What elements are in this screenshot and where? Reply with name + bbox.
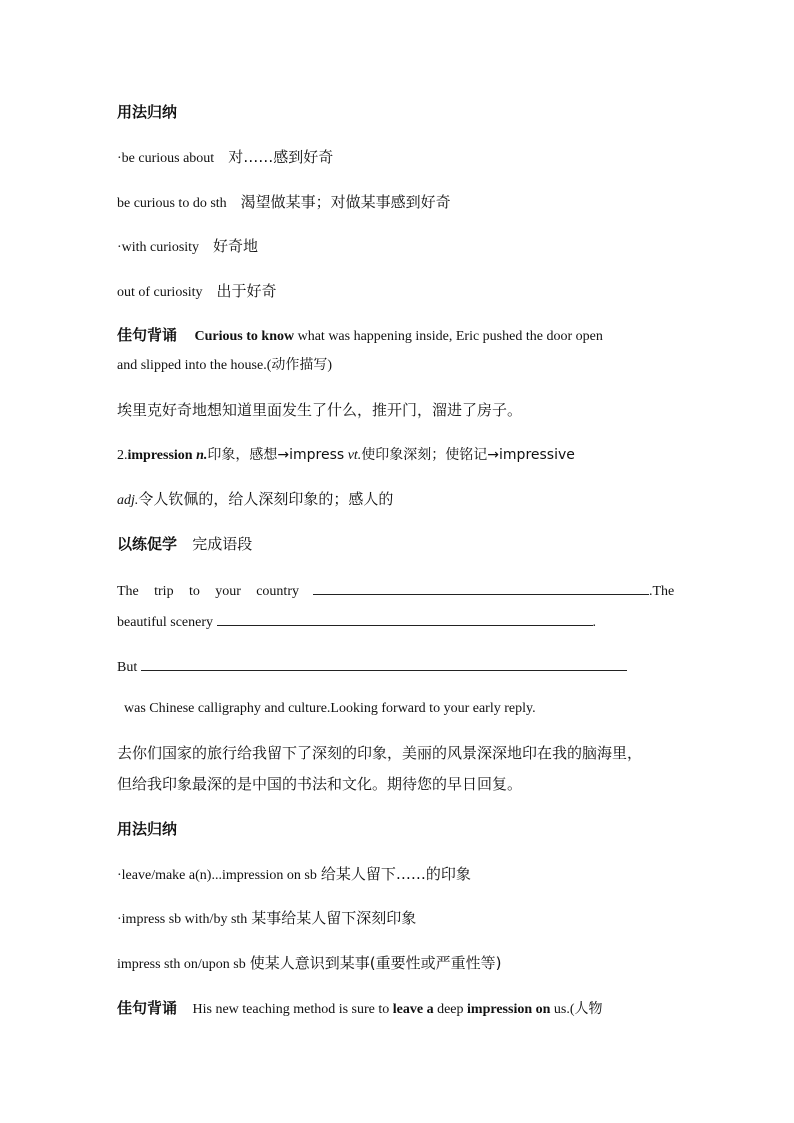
vocab-entry-line2: [117, 490, 393, 510]
usage-zh: 出于好奇: [216, 282, 277, 300]
example-rest: what was happening inside, Eric pushed the door open: [297, 329, 603, 344]
exercise-title: 完成语段: [192, 535, 253, 553]
word: to: [188, 584, 200, 599]
exercise-translation-2: 但给我印象最深的是中国的书法和文化。期待您的早日回复。: [117, 775, 523, 793]
example-pre: His new teaching method is sure to: [192, 1002, 390, 1017]
usage-zh: 使某人意识到某事(重要性或严重性等): [249, 954, 502, 972]
example-bold-phrase: Curious to know: [194, 329, 295, 344]
usage-en: impress sth on/upon sb: [117, 957, 246, 972]
usage-zh: 渴望做某事；对做某事感到好奇: [240, 193, 451, 211]
example-sentence-2: [117, 999, 603, 1019]
usage-line: [117, 954, 501, 974]
exercise-line-2: [117, 611, 596, 632]
entry-number: 2.: [117, 448, 128, 463]
entry-word: impression: [127, 448, 193, 463]
example-bold-2: impression on: [467, 1002, 551, 1017]
usage-zh: 给某人留下……的印象: [320, 865, 471, 883]
usage-en: ·be curious about: [117, 151, 215, 166]
exercise-words: [117, 583, 299, 601]
example-sentence: [117, 326, 603, 346]
entry-pos: n.: [196, 448, 208, 463]
example-label: 佳句背诵: [117, 999, 178, 1017]
answer-blank-1[interactable]: [313, 580, 649, 595]
example-sentence-line2: and slipped into the house.(动作描写): [117, 358, 333, 373]
translation: 埃里克好奇地想知道里面发生了什么，推开门，溜进了房子。: [117, 401, 523, 419]
example-mid: deep: [437, 1002, 464, 1017]
exercise-line-4: was Chinese calligraphy and culture.Looking forward to your early reply.: [124, 701, 536, 716]
section-heading-usage-2: 用法归纳: [117, 820, 178, 838]
usage-line: [117, 148, 333, 168]
word: trip: [154, 584, 174, 599]
word: country: [256, 584, 299, 599]
exercise-line2-end: .: [592, 615, 597, 630]
exercise-heading: [117, 535, 252, 553]
usage-en: ·impress sb with/by sth: [117, 912, 248, 927]
usage-line: [117, 193, 451, 213]
entry-meaning: 印象，感想→impress: [207, 447, 345, 463]
exercise-line-3: [117, 656, 627, 677]
usage-en: ·with curiosity: [117, 240, 200, 255]
usage-line: [117, 282, 277, 302]
exercise-translation-1: 去你们国家的旅行给我留下了深刻的印象，美丽的风景深深地印在我的脑海里，: [117, 744, 643, 762]
example-bold-1: leave a: [392, 1002, 434, 1017]
usage-zh: 好奇地: [213, 237, 259, 255]
entry-meaning2: 使印象深刻；使铭记→impressive: [361, 447, 575, 463]
word: The: [117, 584, 139, 599]
usage-zh: 对……感到好奇: [228, 148, 334, 166]
word: your: [215, 584, 241, 599]
entry-pos3: adj.: [117, 493, 139, 508]
entry-meaning3: 令人钦佩的，给人深刻印象的；感人的: [138, 490, 394, 508]
usage-line: [117, 237, 258, 257]
example-label: 佳句背诵: [117, 326, 178, 344]
answer-blank-3[interactable]: [141, 656, 627, 671]
usage-zh: 某事给某人留下深刻印象: [251, 909, 417, 927]
exercise-line2-start: beautiful scenery: [117, 615, 214, 630]
example-post: us.(人物: [553, 1002, 603, 1017]
usage-en: be curious to do sth: [117, 196, 227, 211]
section-heading-usage: 用法归纳: [117, 103, 178, 121]
exercise-line-1: [117, 580, 677, 601]
entry-pos2: vt.: [347, 448, 362, 463]
usage-line: [117, 865, 471, 885]
usage-en: out of curiosity: [117, 285, 203, 300]
usage-line: [117, 909, 416, 929]
usage-en: ·leave/make a(n)...impression on sb: [117, 868, 317, 883]
exercise-line3-start: But: [117, 660, 138, 675]
exercise-label: 以练促学: [117, 535, 178, 553]
vocab-entry: [117, 446, 575, 465]
exercise-line1-end: .The: [649, 584, 675, 599]
answer-blank-2[interactable]: [217, 611, 593, 626]
